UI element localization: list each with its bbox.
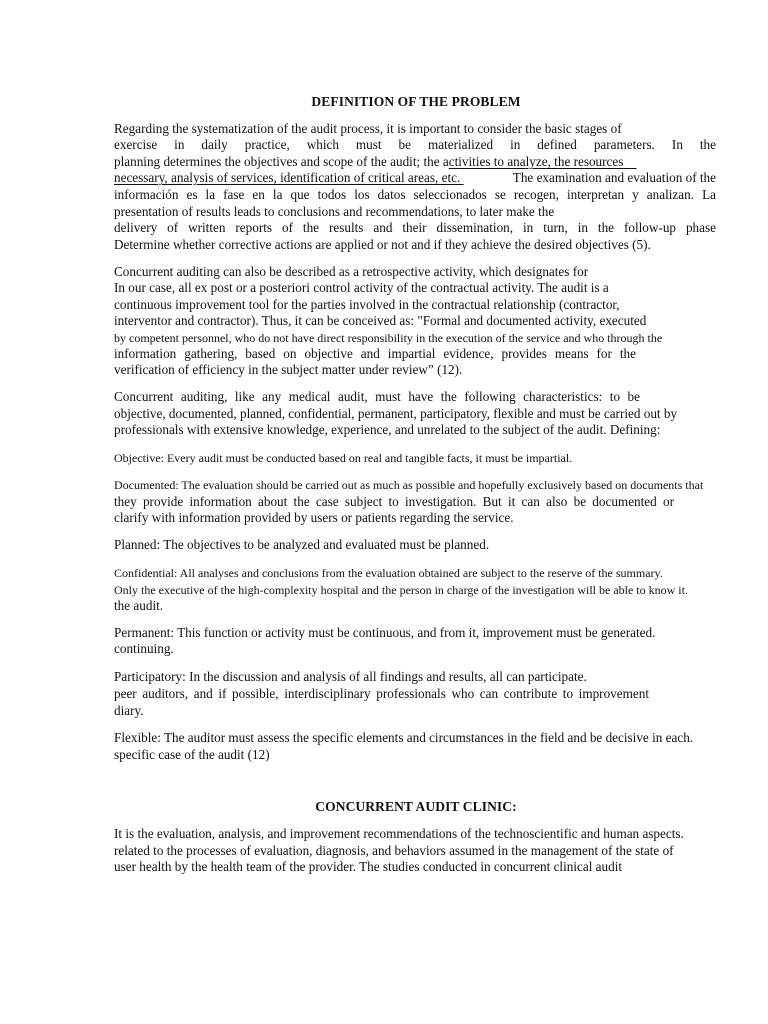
paragraph-line: user health by the health team of the provider. The studies conducted in concurrent clinical audit <box>114 859 623 874</box>
paragraph-line: objective, documented, planned, confidential, permanent, participatory, flexible and must be carried out by <box>114 406 678 421</box>
paragraph-line: It is the evaluation, analysis, and improvement recommendations of the technoscientific and human aspects. <box>114 826 684 841</box>
paragraph-line: related to the processes of evaluation, diagnosis, and behaviors assumed in the management of the state of <box>114 843 674 858</box>
paragraph-line: continuous improvement tool for the parties involved in the contractual relationship (contractor, <box>114 297 620 312</box>
paragraph-line: diary. <box>114 703 144 718</box>
paragraph-line: continuing. <box>114 641 174 656</box>
text-run: planning determines the objectives and scope of the audit; the a <box>114 154 449 169</box>
underlined-text: necessary, analysis of services, identification of critical areas, etc. <box>114 170 464 185</box>
paragraph-line: Regarding the systematization of the audit process, it is important to consider the basic stages of <box>114 121 622 136</box>
section-title-definition: DEFINITION OF THE PROBLEM <box>311 94 521 109</box>
paragraph-line: information gathering, based on objective and impartial evidence, provides means for the <box>114 346 636 361</box>
paragraph-line: Only the executive of the high-complexity hospital and the person in charge of the investigation will be able to know it. <box>114 583 688 597</box>
section-title-clinic: CONCURRENT AUDIT CLINIC: <box>315 799 517 814</box>
list-item-participatory: Participatory: In the discussion and analysis of all findings and results, all can participate. <box>114 669 587 684</box>
paragraph-line: clarify with information provided by users or patients regarding the service. <box>114 510 514 525</box>
paragraph-line: peer auditors, and if possible, interdisciplinary professionals who can contribute to improvement <box>114 686 649 701</box>
list-item-confidential: Confidential: All analyses and conclusions from the evaluation obtained are subject to the reserve of the summary. <box>114 566 663 580</box>
paragraph-line: información es la fase en la que todos los datos seleccionados se recogen, interpretan y analizan. La <box>114 187 716 202</box>
list-item-permanent: Permanent: This function or activity must be continuous, and from it, improvement must be generated. <box>114 625 656 640</box>
paragraph-line: Determine whether corrective actions are applied or not and if they achieve the desired objectives (5). <box>114 237 651 252</box>
paragraph-line: by competent personnel, who do not have direct responsibility in the execution of the service and who through the <box>114 331 663 345</box>
text-run: The examination and evaluation of the <box>512 170 716 185</box>
paragraph-line: they provide information about the case subject to investigation. But it can also be documented or <box>114 494 674 509</box>
paragraph-line <box>114 170 716 186</box>
paragraph-line: specific case of the audit (12) <box>114 747 270 762</box>
list-item-objective: Objective: Every audit must be conducted based on real and tangible facts, it must be impartial. <box>114 451 573 465</box>
paragraph-line: presentation of results leads to conclusions and recommendations, to later make the <box>114 204 555 219</box>
list-item-documented: Documented: The evaluation should be carried out as much as possible and hopefully exclusively based on documents that <box>114 478 704 492</box>
paragraph-line: verification of efficiency in the subject matter under review” (12). <box>114 362 463 377</box>
paragraph-line <box>114 154 637 170</box>
paragraph-line: Concurrent auditing, like any medical audit, must have the following characteristics: to be <box>114 389 640 404</box>
list-item-planned: Planned: The objectives to be analyzed and evaluated must be planned. <box>114 537 490 552</box>
paragraph-line: exercise in daily practice, which must be materialized in defined parameters. In the <box>114 137 716 152</box>
paragraph-line: professionals with extensive knowledge, experience, and unrelated to the subject of the audit. Defining: <box>114 422 661 437</box>
paragraph-line: Concurrent auditing can also be described as a retrospective activity, which designates for <box>114 264 589 279</box>
paragraph-line: delivery of written reports of the results and their dissemination, in turn, in the follow-up phase <box>114 220 716 235</box>
paragraph-line: interventor and contractor). Thus, it can be conceived as: "Formal and documented activity, executed <box>114 313 647 328</box>
paragraph-line: the audit. <box>114 598 164 613</box>
underlined-text: ctivities to analyze, the resources <box>448 154 637 169</box>
list-item-flexible: Flexible: The auditor must assess the specific elements and circumstances in the field and be decisive in each. <box>114 730 694 745</box>
paragraph-line: In our case, all ex post or a posteriori control activity of the contractual activity. The audit is a <box>114 280 609 295</box>
